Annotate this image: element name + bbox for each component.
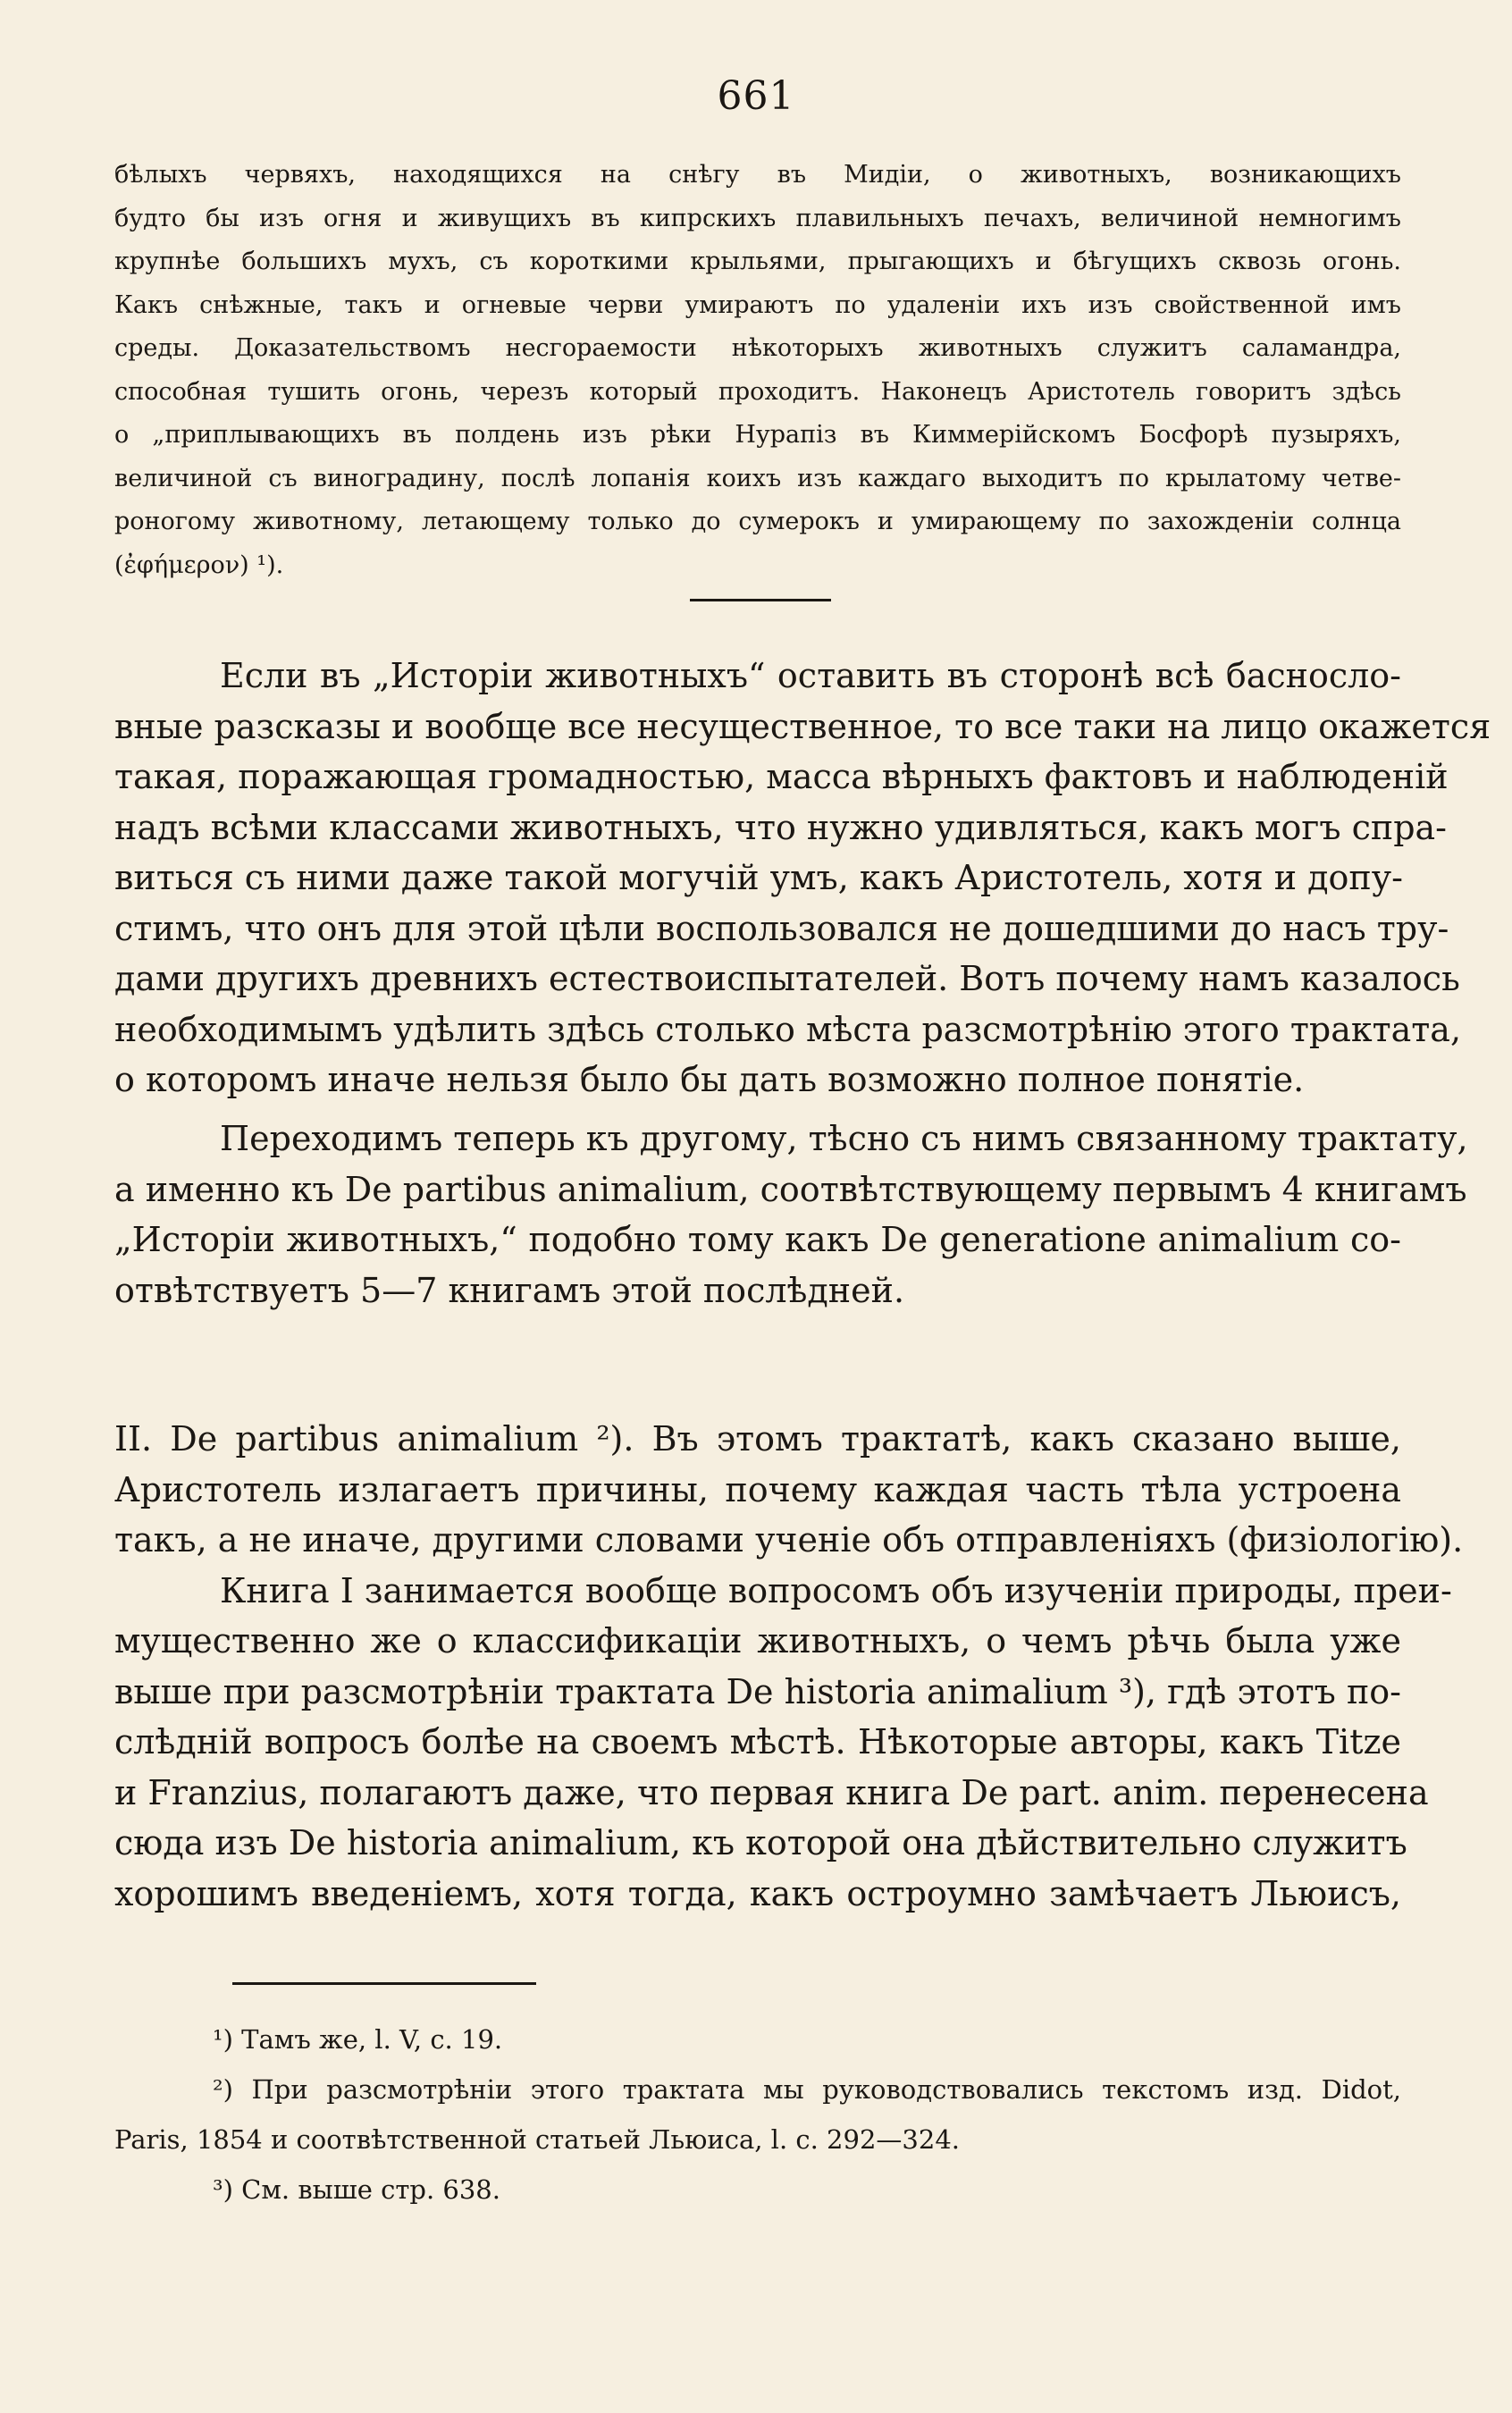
footnote-rule — [232, 1982, 536, 1985]
page-number: 661 — [717, 73, 795, 119]
text-line: величиной съ виноградину, послѣ лопанія коихъ изъ каждаго выходитъ по крылатому четве- — [114, 464, 1401, 492]
text-line: сюда изъ De historia animalium, къ которой она дѣйствительно служитъ — [114, 1823, 1407, 1862]
text-line: способная тушить огонь, черезъ который проходитъ. Наконецъ Аристотель говоритъ здѣсь — [114, 377, 1401, 406]
text-line: Если въ „Исторіи животныхъ“ оставить въ сторонѣ всѣ басносло- — [220, 656, 1401, 695]
section-heading-line: II. De partibus animalium ²). Въ этомъ трактатѣ, какъ сказано выше, — [114, 1419, 1401, 1459]
text-line: стимъ, что онъ для этой цѣли воспользовался не дошедшими до насъ тру- — [114, 908, 1449, 948]
paragraph-history-of-animals — [114, 651, 1491, 1106]
footnote-2-continued: Paris, 1854 и соотвѣтственной статьей Льюиса, l. c. 292—324. — [114, 2124, 960, 2155]
text-line: о „приплывающихъ въ полдень изъ рѣки Нурапіз въ Киммерійскомъ Босфорѣ пузыряхъ, — [114, 421, 1401, 449]
section-separator — [690, 599, 831, 601]
text-line: хорошимъ введеніемъ, хотя тогда, какъ остроумно замѣчаетъ Льюисъ, — [114, 1873, 1401, 1913]
paragraph-transition — [114, 1114, 1468, 1316]
text-line: роногому животному, летающему только до сумерокъ и умирающему по захожденіи солнца — [114, 508, 1401, 535]
continued-paragraph — [114, 154, 1401, 587]
text-line: дами другихъ древнихъ естествоиспытателей. Вотъ почему намъ казалось — [114, 959, 1460, 998]
footnote-2: ²) При разсмотрѣніи этого трактата мы руководствовались текстомъ изд. Didot, — [213, 2074, 1401, 2105]
text-line: среды. Доказательствомъ несгораемости нѣкоторыхъ животныхъ служитъ саламандра, — [114, 334, 1401, 362]
text-line: Переходимъ теперь къ другому, тѣсно съ нимъ связанному трактату, — [220, 1119, 1468, 1158]
text-line: будто бы изъ огня и живущихъ въ кипрскихъ плавильныхъ печахъ, величиной немногимъ — [114, 204, 1401, 232]
footnote-3: ³) См. выше стр. 638. — [213, 2174, 500, 2205]
text-line: слѣдній вопросъ болѣе на своемъ мѣстѣ. Нѣкоторые авторы, какъ Titze — [114, 1722, 1401, 1761]
text-line: Книга I занимается вообще вопросомъ объ изученіи природы, преи- — [220, 1570, 1452, 1610]
text-line: необходимымъ удѣлить здѣсь столько мѣста разсмотрѣнію этого трактата, — [114, 1009, 1462, 1049]
text-line: вные разсказы и вообще все несущественное, то все таки на лицо окажется — [114, 706, 1491, 746]
text-line: „Исторіи животныхъ,“ подобно тому какъ De generatione animalium со- — [114, 1220, 1401, 1259]
text-line: Какъ снѣжные, такъ и огневые черви умираютъ по удаленіи ихъ изъ свойственной имъ — [114, 290, 1401, 319]
footnotes — [114, 2014, 1401, 2215]
section-de-partibus-animalium — [114, 1414, 1464, 1919]
text-line: мущественно же о классификаціи животныхъ, о чемъ рѣчь была уже — [114, 1621, 1401, 1661]
text-line: и Franzius, полагаютъ даже, что первая книга De part. anim. перенесена — [114, 1772, 1429, 1812]
text-line: бѣлыхъ червяхъ, находящихся на снѣгу въ Мидіи, о животныхъ, возникающихъ — [114, 161, 1401, 189]
text-line: такая, поражающая громадностью, масса вѣрныхъ фактовъ и наблюденій — [114, 757, 1449, 796]
footnote-1: ¹) Тамъ же, l. V, c. 19. — [213, 2024, 503, 2055]
text-line: надъ всѣми классами животныхъ, что нужно удивляться, какъ могъ спра- — [114, 807, 1448, 847]
text-line: крупнѣе большихъ мухъ, съ короткими крыльями, прыгающихъ и бѣгущихъ сквозь огонь. — [114, 248, 1401, 275]
text-line: отвѣтствуетъ 5—7 книгамъ этой послѣдней. — [114, 1270, 905, 1310]
text-line: виться съ ними даже такой могучій умъ, какъ Аристотель, хотя и допу- — [114, 858, 1403, 897]
text-line: о которомъ иначе нельзя было бы дать возможно полное понятіе. — [114, 1060, 1305, 1099]
text-line: такъ, а не иначе, другими словами ученіе объ отправленіяхъ (физіологію). — [114, 1520, 1464, 1560]
text-line: Аристотель излагаетъ причины, почему каждая часть тѣла устроена — [114, 1469, 1401, 1509]
text-line: (ἐφήμερον) ¹). — [114, 551, 284, 579]
text-line: выше при разсмотрѣніи трактата De historia animalium ³), гдѣ этотъ по- — [114, 1671, 1401, 1711]
text-line: а именно къ De partibus animalium, соотвѣтствующему первымъ 4 книгамъ — [114, 1169, 1467, 1209]
